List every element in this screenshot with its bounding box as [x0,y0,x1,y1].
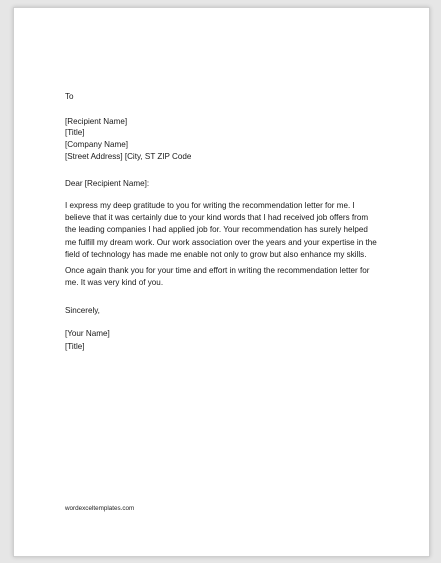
recipient-company: [Company Name] [65,140,128,149]
body-paragraph-2 [65,265,395,289]
body-paragraph-1-line: field of technology has made me enable not only to grow but also enhance my skills. [65,249,367,259]
body-paragraph-1-line: believe that it was certainly due to your kind words that I had received job offers from [65,213,369,223]
recipient-title: [Title] [65,128,85,137]
recipient-address: [Street Address] [City, ST ZIP Code [65,152,192,161]
sender-name: [Your Name] [65,329,110,338]
body-paragraph-1 [65,200,395,261]
body-paragraph-1-line: me fulfill my dream work. Our work association over the years and your expertise in the [65,237,377,247]
body-paragraph-2-line: me. It was very kind of you. [65,278,164,288]
to-label: To [65,92,74,101]
salutation: Dear [Recipient Name]: [65,179,150,188]
body-paragraph-1-line: I express my deep gratitude to you for writing the recommendation letter for me. I [65,201,355,210]
body-paragraph-2-line: Once again thank you for your time and effort in writing the recommendation letter for [65,266,370,275]
sender-title: [Title] [65,342,85,351]
letter-page [13,7,430,557]
closing: Sincerely, [65,306,100,315]
recipient-name: [Recipient Name] [65,117,128,126]
footer-website: wordexceltemplates.com [65,505,135,512]
body-paragraph-1-line: the leading companies I had applied job for. Your recommendation has surely helped [65,225,368,235]
